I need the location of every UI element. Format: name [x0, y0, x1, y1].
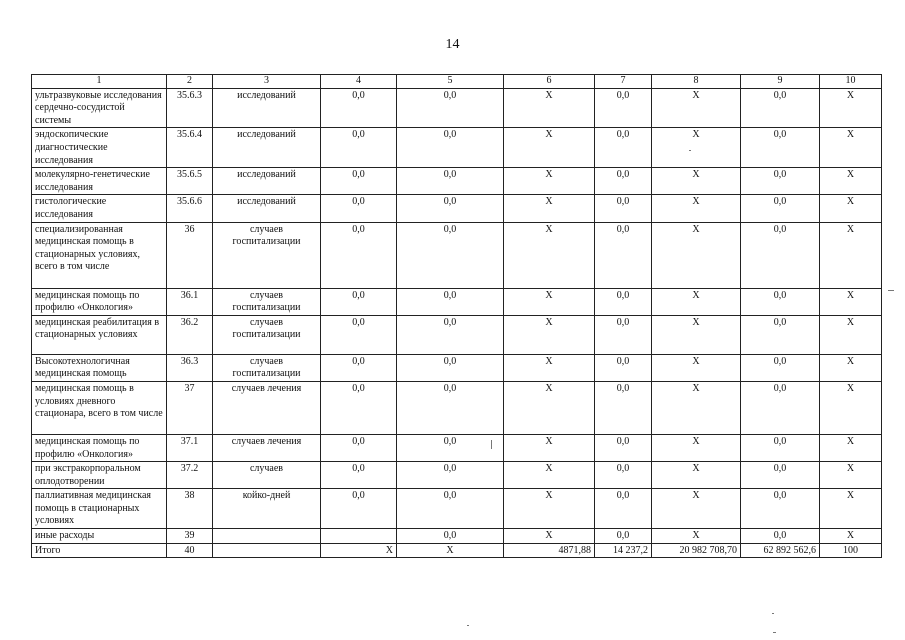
cell-col4: 0,0	[321, 88, 397, 128]
cell-col8: X	[652, 128, 741, 168]
table-row	[32, 88, 882, 128]
row-unit: случаев госпитализации	[213, 354, 321, 381]
cell-col9: 0,0	[741, 128, 820, 168]
row-unit: случаев	[213, 462, 321, 489]
row-name: паллиативная медицинская помощь в стационарных условиях	[32, 489, 167, 529]
cell-col6: X	[504, 489, 595, 529]
page-number: 14	[445, 37, 460, 52]
cell-col6: X	[504, 288, 595, 315]
row-name: эндоскопические диагностические исследования	[32, 128, 167, 168]
cell-col9: 0,0	[741, 489, 820, 529]
row-code: 35.6.4	[167, 128, 213, 168]
total-row	[32, 543, 882, 558]
row-name: ультразвуковые исследования сердечно-сосудистой системы	[32, 88, 167, 128]
row-unit: случаев лечения	[213, 381, 321, 434]
cell-col5: 0,0	[397, 462, 504, 489]
cell-col8: X	[652, 222, 741, 288]
table-row	[32, 128, 882, 168]
cell-col7: 0,0	[595, 315, 652, 354]
table-row	[32, 434, 882, 461]
cell-col4: 0,0	[321, 195, 397, 222]
row-name: при экстракорпоральном оплодотворении	[32, 462, 167, 489]
cell-col7: 0,0	[595, 354, 652, 381]
row-code: 35.6.6	[167, 195, 213, 222]
column-header: 5	[397, 75, 504, 89]
table-row	[32, 195, 882, 222]
cell-col9: 0,0	[741, 222, 820, 288]
cell-col8: X	[652, 195, 741, 222]
cell-col7: 0,0	[595, 222, 652, 288]
cell-col8: X	[652, 434, 741, 461]
cell-col10: X	[820, 195, 882, 222]
row-unit	[213, 529, 321, 544]
cell-col9: 0,0	[741, 88, 820, 128]
cell-col4: 0,0	[321, 489, 397, 529]
cell-col4: 0,0	[321, 288, 397, 315]
cell-col9: 0,0	[741, 354, 820, 381]
column-header: 8	[652, 75, 741, 89]
cell-col5: 0,0	[397, 529, 504, 544]
cell-col10: X	[820, 88, 882, 128]
cell-col5: 0,0	[397, 489, 504, 529]
cell-col5: 0,0	[397, 88, 504, 128]
cell-col7: 0,0	[595, 88, 652, 128]
column-header: 6	[504, 75, 595, 89]
scan-mark	[467, 625, 469, 626]
row-code: 36.2	[167, 315, 213, 354]
cell-col9: 0,0	[741, 462, 820, 489]
cell-col9: 0,0	[741, 288, 820, 315]
cell-col10: X	[820, 315, 882, 354]
cell-col4: 0,0	[321, 222, 397, 288]
row-name: молекулярно-генетические исследования	[32, 168, 167, 195]
cell-col9: 0,0	[741, 381, 820, 434]
row-code: 39	[167, 529, 213, 544]
table-row	[32, 168, 882, 195]
table-row	[32, 315, 882, 354]
row-unit: случаев госпитализации	[213, 315, 321, 354]
cell-col6: X	[504, 462, 595, 489]
row-code: 36.3	[167, 354, 213, 381]
cell-col5: 0,0	[397, 354, 504, 381]
column-header: 9	[741, 75, 820, 89]
data-table	[31, 74, 882, 558]
cell-col7: 0,0	[595, 462, 652, 489]
cell-col4: 0,0	[321, 168, 397, 195]
scan-mark	[491, 440, 492, 449]
row-unit: исследований	[213, 88, 321, 128]
cell-col10: X	[820, 222, 882, 288]
cell-col7: 0,0	[595, 168, 652, 195]
row-unit: исследований	[213, 168, 321, 195]
table-row	[32, 222, 882, 288]
table-row	[32, 381, 882, 434]
row-code: 37.2	[167, 462, 213, 489]
row-unit: случаев лечения	[213, 434, 321, 461]
cell-col8: X	[652, 462, 741, 489]
cell-col5: 0,0	[397, 195, 504, 222]
cell-col6: X	[504, 381, 595, 434]
cell-col4: 0,0	[321, 354, 397, 381]
table-row	[32, 354, 882, 381]
cell-col8: X	[652, 88, 741, 128]
row-code: 36	[167, 222, 213, 288]
cell-col6: X	[504, 315, 595, 354]
cell-col6: 4871,88	[504, 543, 595, 558]
cell-col6: X	[504, 354, 595, 381]
cell-col4: 0,0	[321, 434, 397, 461]
cell-col6: X	[504, 529, 595, 544]
table-row	[32, 288, 882, 315]
cell-col7: 0,0	[595, 128, 652, 168]
cell-col9: 0,0	[741, 315, 820, 354]
scan-mark	[689, 150, 691, 151]
column-header: 7	[595, 75, 652, 89]
cell-col9: 0,0	[741, 529, 820, 544]
cell-col8: X	[652, 489, 741, 529]
row-name: Итого	[32, 543, 167, 558]
cell-col5: X	[397, 543, 504, 558]
cell-col4: 0,0	[321, 462, 397, 489]
cell-col8: 20 982 708,70	[652, 543, 741, 558]
row-code: 38	[167, 489, 213, 529]
cell-col9: 0,0	[741, 168, 820, 195]
cell-col10: X	[820, 381, 882, 434]
cell-col10: X	[820, 354, 882, 381]
row-code: 40	[167, 543, 213, 558]
cell-col5: 0,0	[397, 288, 504, 315]
row-name: гистологические исследования	[32, 195, 167, 222]
row-unit	[213, 543, 321, 558]
cell-col8: X	[652, 381, 741, 434]
column-header: 1	[32, 75, 167, 89]
row-code: 35.6.3	[167, 88, 213, 128]
cell-col5: 0,0	[397, 222, 504, 288]
cell-col5: 0,0	[397, 381, 504, 434]
cell-col7: 0,0	[595, 489, 652, 529]
cell-col7: 0,0	[595, 529, 652, 544]
row-name: медицинская реабилитация в стационарных условиях	[32, 315, 167, 354]
table-row	[32, 529, 882, 544]
row-unit: случаев госпитализации	[213, 288, 321, 315]
cell-col10: X	[820, 462, 882, 489]
cell-col6: X	[504, 434, 595, 461]
row-name: медицинская помощь по профилю «Онкология»	[32, 434, 167, 461]
table-row	[32, 489, 882, 529]
cell-col6: X	[504, 88, 595, 128]
cell-col5: 0,0	[397, 315, 504, 354]
row-name: медицинская помощь по профилю «Онкология»	[32, 288, 167, 315]
row-code: 36.1	[167, 288, 213, 315]
cell-col9: 62 892 562,6	[741, 543, 820, 558]
cell-col10: X	[820, 168, 882, 195]
cell-col9: 0,0	[741, 434, 820, 461]
row-code: 37	[167, 381, 213, 434]
cell-col6: X	[504, 222, 595, 288]
column-header: 10	[820, 75, 882, 89]
cell-col4: 0,0	[321, 128, 397, 168]
table-row	[32, 462, 882, 489]
scan-mark	[888, 290, 894, 291]
row-code: 35.6.5	[167, 168, 213, 195]
cell-col6: X	[504, 168, 595, 195]
cell-col10: X	[820, 288, 882, 315]
cell-col7: 0,0	[595, 288, 652, 315]
table-header-row	[32, 75, 882, 89]
cell-col4: 0,0	[321, 315, 397, 354]
cell-col4	[321, 529, 397, 544]
cell-col7: 0,0	[595, 434, 652, 461]
row-name: специализированная медицинская помощь в стационарных условиях, всего в том числе	[32, 222, 167, 288]
cell-col5: 0,0	[397, 434, 504, 461]
cell-col8: X	[652, 354, 741, 381]
row-unit: исследований	[213, 195, 321, 222]
row-name: медицинская помощь в условиях дневного стационара, всего в том числе	[32, 381, 167, 434]
cell-col8: X	[652, 168, 741, 195]
cell-col6: X	[504, 128, 595, 168]
row-unit: исследований	[213, 128, 321, 168]
cell-col10: X	[820, 529, 882, 544]
column-header: 2	[167, 75, 213, 89]
cell-col9: 0,0	[741, 195, 820, 222]
row-name: иные расходы	[32, 529, 167, 544]
row-code: 37.1	[167, 434, 213, 461]
cell-col10: X	[820, 489, 882, 529]
cell-col5: 0,0	[397, 168, 504, 195]
cell-col6: X	[504, 195, 595, 222]
cell-col7: 0,0	[595, 381, 652, 434]
cell-col8: X	[652, 315, 741, 354]
row-unit: койко-дней	[213, 489, 321, 529]
cell-col5: 0,0	[397, 128, 504, 168]
scan-mark	[772, 613, 774, 614]
cell-col10: X	[820, 434, 882, 461]
cell-col8: X	[652, 288, 741, 315]
cell-col8: X	[652, 529, 741, 544]
row-unit: случаев госпитализации	[213, 222, 321, 288]
cell-col4: X	[321, 543, 397, 558]
cell-col10: 100	[820, 543, 882, 558]
cell-col7: 0,0	[595, 195, 652, 222]
row-name: Высокотехнологичная медицинская помощь	[32, 354, 167, 381]
scan-mark	[773, 632, 776, 633]
column-header: 4	[321, 75, 397, 89]
cell-col10: X	[820, 128, 882, 168]
column-header: 3	[213, 75, 321, 89]
cell-col7: 14 237,2	[595, 543, 652, 558]
cell-col4: 0,0	[321, 381, 397, 434]
